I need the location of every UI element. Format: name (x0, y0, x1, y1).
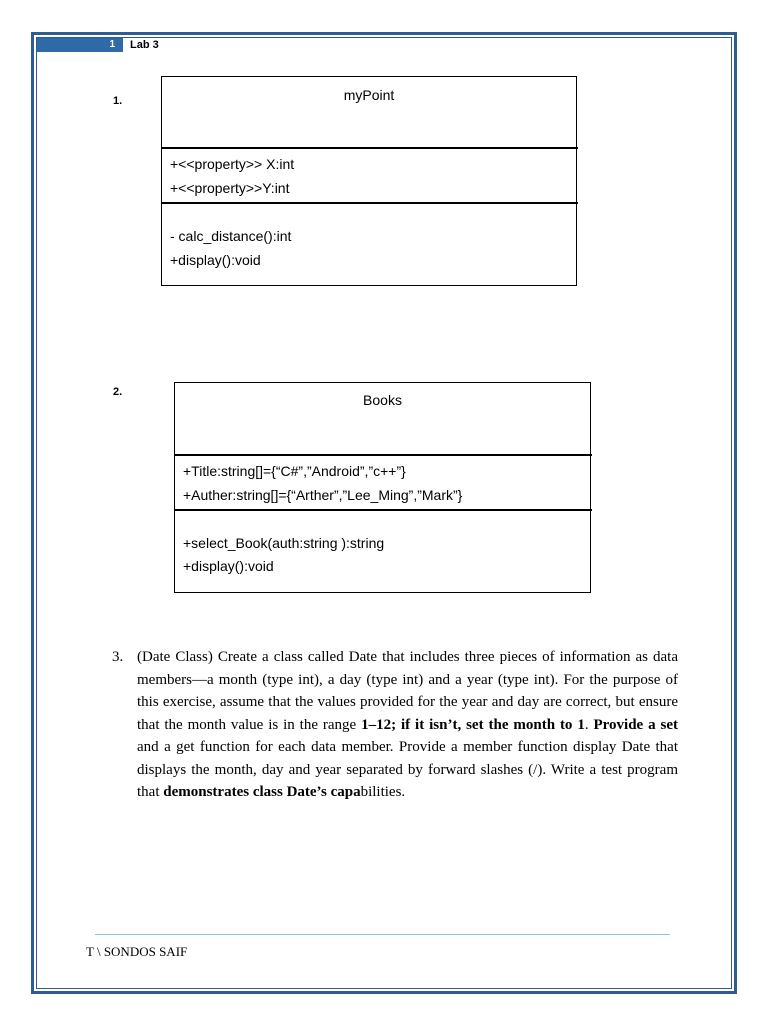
class-divider (175, 509, 592, 511)
question-text-bold: demonstrates class Date’s capa (163, 784, 361, 800)
uml-class-mypoint (161, 76, 577, 286)
method-line: - calc_distance():int (170, 228, 292, 244)
attribute-line: +<<property>>Y:int (170, 180, 290, 196)
footer-divider (95, 934, 670, 935)
question-text-part: (Date Class) Create a class called Date that includes three pieces of information as data members—a month (type int), a day (type int) and a year (type int). For the purpose of this exercise, assume that the values provided for the year and day are correct, but ensure that the month value is in the range (137, 649, 678, 733)
diagram-1-number: 1. (113, 95, 123, 107)
question-3-text (137, 646, 678, 804)
footer-author: T \ SONDOS SAIF (86, 944, 188, 959)
page-number: 1 (109, 39, 115, 50)
attribute-line: +Auther:string[]={“Arther”,”Lee_Ming”,”Mark”} (183, 487, 463, 503)
header-title: Lab 3 (130, 39, 159, 51)
question-text-bold: 1–12; if it isn’t, set the month to 1 (361, 716, 585, 733)
class-name: myPoint (343, 87, 395, 103)
question-text-bold: Provide a set (593, 716, 678, 733)
class-divider (162, 202, 578, 204)
question-text-part: and a get function for each data member. Provide a member function display Date that displays the month, day and year separated by forward slashes (/). Write a test program that (137, 739, 678, 800)
class-name: Books (363, 392, 402, 408)
method-line: +display():void (170, 252, 261, 268)
question-text-part: bilities. (360, 784, 406, 800)
method-line: +select_Book(auth:string ):string (183, 535, 385, 551)
question-3-number: 3. (112, 649, 124, 665)
question-text-part: . (584, 716, 594, 733)
method-line: +display():void (183, 558, 274, 574)
attribute-line: +<<property>> X:int (170, 156, 295, 172)
class-divider (175, 454, 592, 456)
uml-class-books (174, 382, 591, 593)
diagram-2-number: 2. (113, 386, 123, 398)
attribute-line: +Title:string[]={“C#”,”Android”,”c++”} (183, 463, 406, 479)
class-divider (162, 147, 578, 149)
